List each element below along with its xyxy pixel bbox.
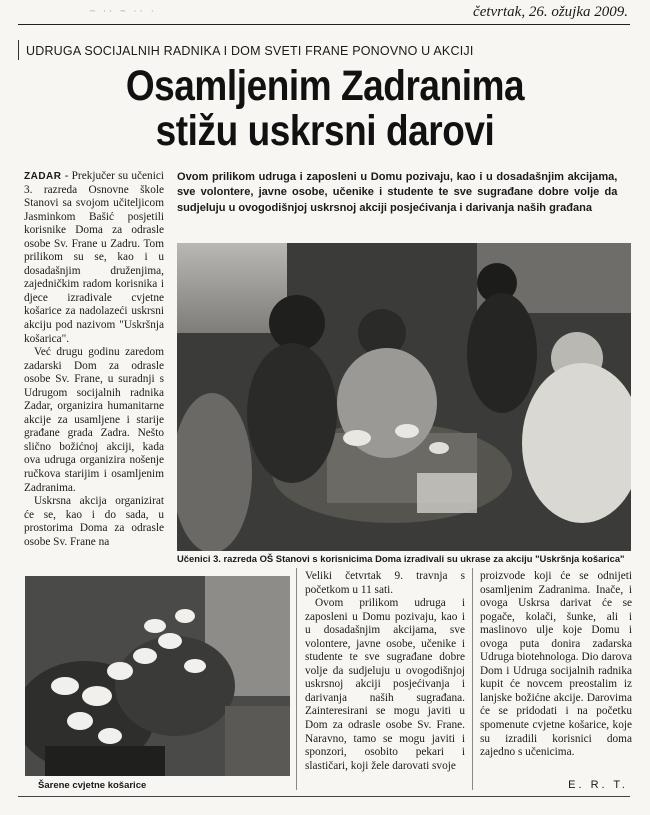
- author-signature: E. R. T.: [568, 779, 628, 791]
- lead-paragraph: Ovom prilikom udruga i zaposleni u Domu pozivaju, kao i u dosadašnjim akcijama, sve volontere, javne osobe, učenike i studente te sve sugrađane dobre volje da sudjeluju u ovogodišnjoj uskrsnoj akciji posjećivanja i darivanja naših građana: [177, 171, 618, 214]
- photo-flower-baskets-image: [25, 576, 290, 776]
- left-rule: [18, 40, 19, 60]
- headline-line-1: Osamljenim Zadranima: [125, 62, 525, 110]
- photo-workshop: [177, 243, 631, 551]
- headline-line-2: stižu uskrsni darovi: [155, 107, 495, 155]
- paragraph: [24, 170, 164, 346]
- column-divider: [472, 568, 473, 790]
- issue-date: četvrtak, 26. ožujka 2009.: [473, 4, 628, 20]
- paragraph: Veliki četvrtak 9. travnja s početkom u 11 sati.: [305, 570, 465, 596]
- body-column-middle: [305, 570, 465, 773]
- headline: [63, 64, 588, 154]
- body-column-right: [480, 570, 632, 760]
- paragraph: Ovom prilikom udruga i zaposleni u Domu pozivaju, kao i u dosadašnjim akcijama, sve volontere, javne osobe, učenike i studente te sve sugrađane dobre volje da sudjeluju u ovogodišnjoj uskrsnoj akciji posjećivanja i darivanja naših sugrađana. Zainteresirani se mogu javiti u Dom za odrasle osobe Sv. Frane. Naravno, tamo se mogu javiti i sponzori, osobito pekari i slastičari, koji žele darovati svoje: [305, 597, 465, 772]
- photo-flower-baskets: [25, 576, 290, 776]
- kicker: UDRUGA SOCIJALNIH RADNIKA I DOM SVETI FRANE PONOVNO U AKCIJI: [26, 44, 474, 58]
- bottom-rule: [18, 796, 630, 797]
- top-rule: [18, 24, 630, 25]
- paragraph: proizvode koji će se odnijeti osamljenim Zadranima. Inače, i ovoga Uskrsa darivat će se pogače, kolači, šunke, ali i maslinovo ulje koje Domu i ovoga puta donira zadarska Udruga biotehnologa. Dio darova Dom i Udruga socijalnih radnika kupit će novcem preostalim iz lanjske božićne akcije. Darovima će se pridodati i na početku spomenute cvjetne košarice, koje su izradili korisnici doma zajedno s učenicima.: [480, 570, 632, 759]
- caption-photo-flower-baskets: Šarene cvjetne košarice: [38, 780, 147, 791]
- header-noise: ~ ·· ~ ·· ·: [90, 6, 157, 16]
- paragraph-text: - Prekjučer su učenici 3. razreda Osnovne škole Stanovi sa svojom učiteljicom Jasminkom Bašić posjetili korisnike Doma za odrasle osobe Sv. Frane u Zadru. Tom prilikom su se, kao i u dosadašnjim druženjima, zajedničkim radom korisnika i djece izradivale cvjetne košarice za nadolazeći uskrsni akciju pod nazivom "Uskršnja košarica".: [24, 170, 164, 345]
- paragraph: Već drugu godinu zaredom zadarski Dom za odrasle osobe Sv. Frane, u suradnji s Udrugom socijalnih radnika Zadar, organizira humanitarne akcije za usamljene i starije građane grada Zadra. Nešto slično božićnoj akciji, kada ova udruga organizira nošenje ručkova starijim i osamljenim Zadranima.: [24, 346, 164, 494]
- column-divider: [296, 568, 297, 790]
- body-column-left: [24, 170, 164, 549]
- photo-workshop-image: [177, 243, 631, 551]
- dateline: ZADAR: [24, 171, 62, 182]
- paragraph: Uskrsna akcija organizirat će se, kao i do sada, u prostorima Doma za odrasle osobe Sv. Frane na: [24, 495, 164, 548]
- caption-photo-workshop: Učenici 3. razreda OŠ Stanovi s korisnicima Doma izradivali su ukrase za akciju "Uskršnja košarica": [177, 554, 625, 565]
